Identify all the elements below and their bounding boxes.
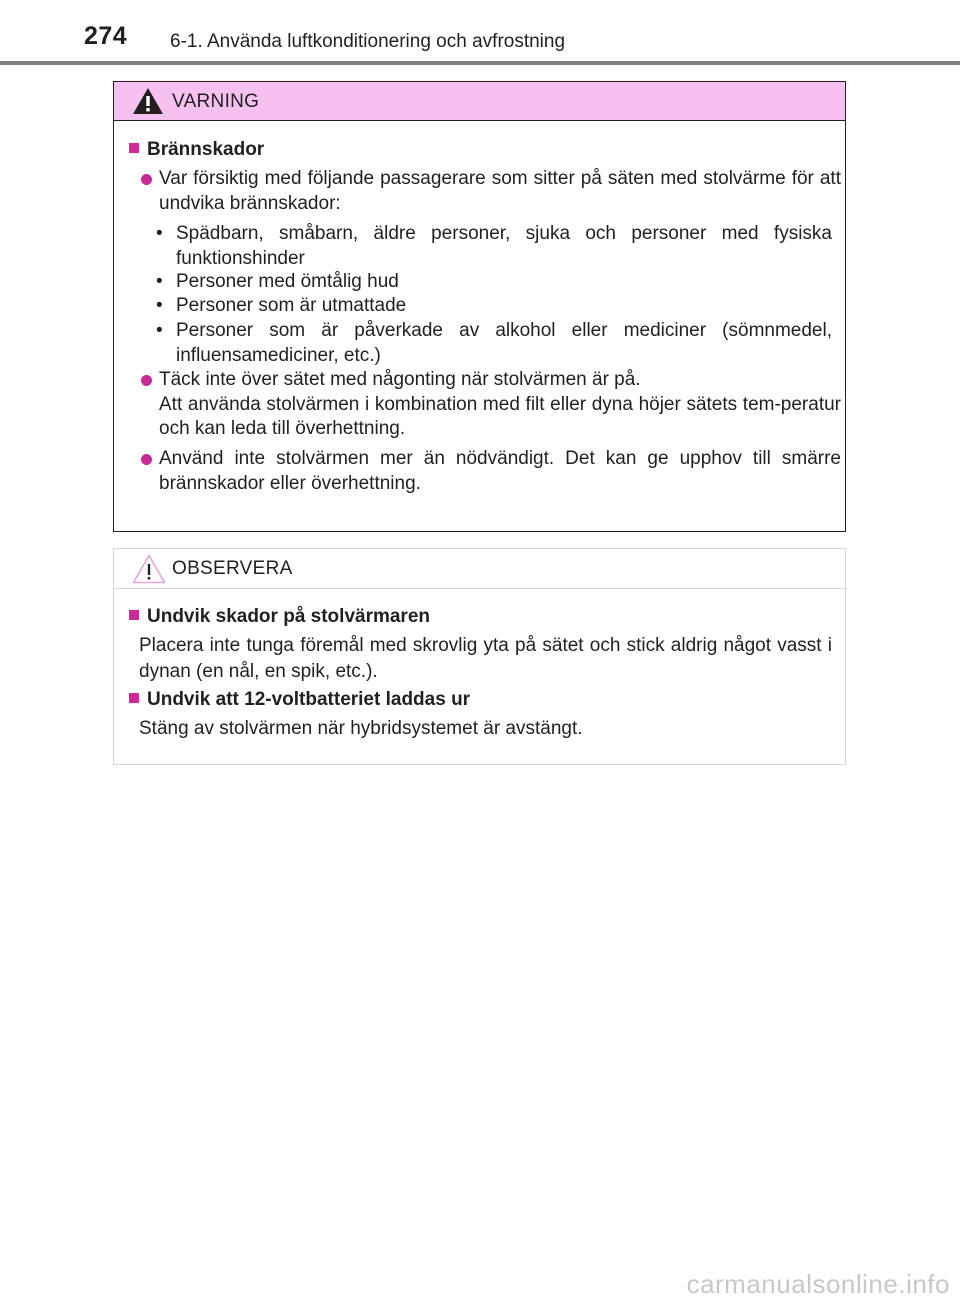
warning-list-item: Använd inte stolvärmen mer än nödvändigt. Det kan ge upphov till smärre brännskador eller överhettning. [141, 447, 841, 496]
notice-label: OBSERVERA [172, 558, 293, 579]
bullet-icon: • [156, 271, 163, 292]
round-bullet-icon [141, 454, 152, 465]
warning-box [113, 81, 846, 532]
watermark: carmanualsonline.info [686, 1269, 950, 1299]
warning-label: VARNING [172, 91, 260, 112]
section-title: 6-1. Använda luftkonditionering och avfrostning [170, 31, 566, 52]
warning-sub-item: • Personer med ömtålig hud [156, 270, 832, 295]
notice-box [113, 548, 846, 765]
square-bullet-icon [129, 610, 139, 620]
header-divider [0, 61, 960, 65]
bullet-icon: • [156, 295, 163, 316]
notice-heading: Undvik att 12-voltbatteriet laddas ur [129, 689, 470, 711]
warning-triangle-icon [132, 87, 164, 120]
warning-list-item: Täck inte över sätet med någonting när stolvärmen är på. Att använda stolvärmen i kombination med filt eller dyna höjer sätets tem-peratur och kan leda till överhettning. [141, 368, 841, 442]
bullet-icon: • [156, 223, 163, 244]
notice-paragraph: Placera inte tunga föremål med skrovlig yta på sätet och stick aldrig något vasst i dynan (en nål, en spik, etc.). [139, 635, 832, 682]
warning-header [114, 82, 845, 121]
page-number: 274 [84, 22, 128, 50]
warning-list-item: Var försiktig med följande passagerare som sitter på säten med stolvärme för att undvika brännskador: [141, 167, 841, 216]
warning-sub-item: • Personer som är utmattade [156, 294, 832, 319]
warning-sub-item: • Personer som är påverkade av alkohol eller mediciner (sömnmedel, influensamediciner, etc.) [156, 320, 832, 366]
notice-heading: Undvik skador på stolvärmaren [129, 606, 430, 628]
page-header [0, 0, 960, 66]
warning-heading: Brännskador [129, 139, 264, 161]
round-bullet-icon [141, 375, 152, 386]
notice-header [114, 549, 845, 589]
notice-triangle-icon [132, 554, 166, 589]
notice-paragraph: Stäng av stolvärmen när hybridsystemet är avstängt. [139, 718, 583, 739]
square-bullet-icon [129, 693, 139, 703]
round-bullet-icon [141, 174, 152, 185]
bullet-icon: • [156, 320, 163, 341]
square-bullet-icon [129, 143, 139, 153]
warning-sub-item: • Spädbarn, småbarn, äldre personer, sjuka och personer med fysiska funktionshinder [156, 223, 832, 269]
